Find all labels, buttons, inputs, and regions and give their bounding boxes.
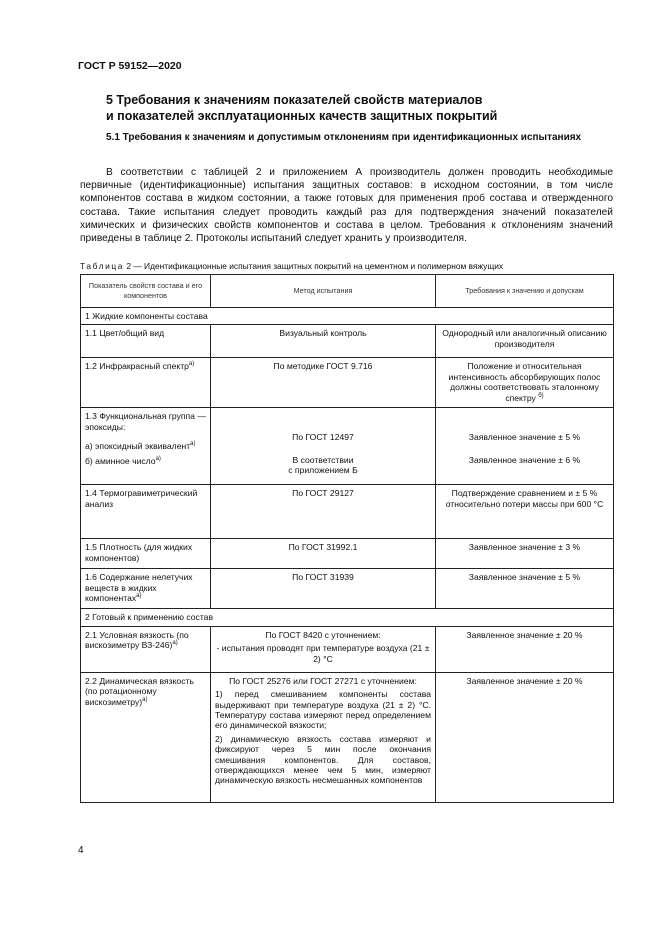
- row-method: По методике ГОСТ 9.716: [211, 358, 436, 408]
- row-requirement: Однородный или аналогичный описанию производителя: [436, 325, 614, 358]
- requirement-line2: относительно потери массы при 600 °С: [445, 498, 604, 509]
- requirement-b: Заявленное значение ± 6 %: [468, 454, 581, 465]
- table-caption-label: Таблица: [80, 261, 125, 271]
- requirement-line1: Подтверждение сравнением и ± 5 %: [451, 488, 598, 499]
- property-subitem-b: б) аминное число$^{а)}$: [85, 455, 161, 466]
- method-step2: 2) динамическую вязкость состава измеряют и фиксируют через 5 мин после окончания смешивания компонентов. Для составов, отверждающихся менее чем 5 мин, измеряют динамическую вязкость несмешанных компонентов: [215, 733, 431, 786]
- footnote-mark: а): [142, 696, 148, 703]
- row-method: По ГОСТ 31939: [211, 569, 436, 609]
- body-paragraph: [80, 166, 613, 245]
- method-a: По ГОСТ 12497: [292, 432, 354, 443]
- row-property: 1.5 Плотность (для жидких компонентов): [81, 539, 211, 569]
- row-method: [211, 408, 436, 485]
- row-property: 1.4 Термогравиметрический анализ: [81, 485, 211, 539]
- row-requirement: Заявленное значение ± 3 %: [436, 539, 614, 569]
- property-text: 1.2 Инфракрасный спектр: [85, 361, 189, 372]
- row-method: [211, 626, 436, 672]
- row-requirement: [436, 408, 614, 485]
- table-header-row: [81, 275, 614, 308]
- row-property: [81, 408, 211, 485]
- section-title-line1: 5 Требования к значениям показателей свойств материалов: [106, 93, 483, 107]
- property-text: 2.2 Динамическая вязкость (по ротационному вискозиметру): [85, 675, 194, 707]
- requirement-a: Заявленное значение ± 5 %: [468, 432, 581, 443]
- table-row: [81, 626, 614, 672]
- header-requirements: Требования к значению и допускам: [436, 275, 614, 308]
- section-title: [106, 92, 586, 124]
- footnote-mark: а): [190, 441, 196, 448]
- method-b-line1: В соответствии: [292, 454, 354, 465]
- row-method: По ГОСТ 31992.1: [211, 539, 436, 569]
- method-line1: По ГОСТ 8420 с уточнением:: [265, 629, 381, 640]
- row-method: Визуальный контроль: [211, 325, 436, 358]
- row-requirement: Заявленное значение ± 20 %: [436, 626, 614, 672]
- method-step1: 1) перед смешиванием компоненты состава выдерживают при температуре воздуха (21 ± 2) °С. Температуру состава измеряют перед определением его динамической вязкости;: [215, 689, 431, 731]
- document-code: ГОСТ Р 59152—2020: [78, 60, 182, 72]
- table-row: [81, 672, 614, 802]
- group-ready-composition: 2 Готовый к применению состав: [81, 609, 614, 626]
- row-method: По ГОСТ 29127: [211, 485, 436, 539]
- table-group-row: [81, 609, 614, 626]
- property-text: 2.1 Условная вязкость (по вискозиметру ВЗ-246): [85, 629, 189, 651]
- requirement-text: Положение и относительная интенсивность абсорбирующих полос должны соответствовать эталонному спектру: [448, 361, 601, 403]
- property-text: 1.3 Функциональная группа — эпоксиды:: [85, 411, 206, 432]
- table-row: [81, 539, 614, 569]
- table-row: [81, 569, 614, 609]
- header-property: Показатель свойств состава и его компонентов: [81, 275, 211, 308]
- table-row: [81, 325, 614, 358]
- row-property: [81, 626, 211, 672]
- row-requirement: Заявленное значение ± 20 %: [436, 672, 614, 802]
- row-property: [81, 672, 211, 802]
- footnote-mark: а): [136, 593, 142, 600]
- method-line1: По ГОСТ 25276 или ГОСТ 27271 с уточнением:: [229, 675, 417, 686]
- footnote-mark: а): [172, 640, 178, 647]
- row-requirement: [436, 485, 614, 539]
- subsection-title: 5.1 Требования к значениям и допустимым отклонениям при идентификационных испытаниях: [106, 132, 582, 143]
- method-line2: - испытания проводят при температуре воздуха (21 ± 2) °С: [216, 643, 430, 664]
- identification-tests-table: [80, 274, 614, 803]
- table-caption: [80, 261, 620, 271]
- table-row: [81, 408, 614, 485]
- footnote-mark: б): [538, 392, 544, 399]
- row-requirement: [436, 358, 614, 408]
- footnote-mark: а): [155, 455, 161, 462]
- footnote-mark: а): [188, 361, 195, 368]
- property-text: 1.6 Содержание нелетучих веществ в жидких компонентах: [85, 572, 193, 604]
- table-group-row: [81, 308, 614, 325]
- row-property: [81, 358, 211, 408]
- section-title-line2: и показателей эксплуатационных качеств защитных покрытий: [106, 109, 498, 123]
- paragraph-text: В соответствии с таблицей 2 и приложением А производитель должен проводить необходимые первичные (идентификационные) испытания защитных составов: в исходном состоянии, в том числе компонентов состава в жидком состоянии, а также готовых для применения проб состава и отвержденного состава. Такие испытания следует проводить каждый раз для подтверждения значений показателей химических и физических свойств компонентов и состава в целом. Требования к отклонениям значений приведены в таблице 2. Протоколы испытаний следует хранить у производителя.: [80, 167, 613, 245]
- property-subitem-a: а) эпоксидный эквивалент$^{а)}$: [85, 441, 196, 452]
- row-property: 1.1 Цвет/общий вид: [81, 325, 211, 358]
- page-number: 4: [78, 845, 84, 856]
- row-method: [211, 672, 436, 802]
- method-b-line2: с приложением Б: [288, 465, 358, 476]
- table-caption-text: 2 — Идентификационные испытания защитных покрытий на цементном и полимерном вяжущих: [126, 261, 504, 271]
- row-requirement: Заявленное значение ± 5 %: [436, 569, 614, 609]
- row-property: [81, 569, 211, 609]
- header-method: Метод испытания: [211, 275, 436, 308]
- table-row: [81, 358, 614, 408]
- group-liquid-components: 1 Жидкие компоненты состава: [81, 308, 614, 325]
- table-row: [81, 485, 614, 539]
